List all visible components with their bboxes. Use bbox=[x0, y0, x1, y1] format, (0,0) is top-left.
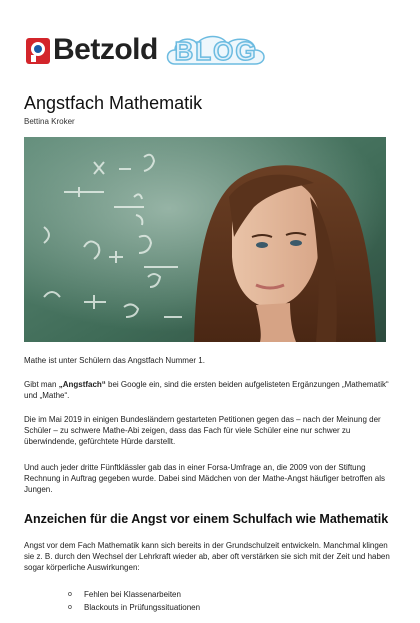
betzold-logo-icon[interactable] bbox=[26, 38, 50, 64]
section-heading: Anzeichen für die Angst vor einem Schulfach wie Mathematik bbox=[24, 512, 389, 526]
hero-image bbox=[24, 137, 386, 342]
student-chalkboard-photo bbox=[24, 137, 386, 342]
list-item-text: Blackouts in Prüfungssituationen bbox=[84, 603, 201, 612]
list-item bbox=[68, 588, 200, 601]
list-item-text: Fehlen bei Klassenarbeiten bbox=[84, 590, 181, 599]
bullet-marker-icon: o bbox=[68, 604, 72, 611]
article-author[interactable]: Bettina Kroker bbox=[24, 117, 75, 126]
paragraph-google-pre: Gibt man bbox=[24, 380, 59, 389]
paragraph-google bbox=[24, 379, 396, 401]
paragraph-intro: Mathe ist unter Schülern das Angstfach Nummer 1. bbox=[24, 356, 205, 365]
paragraph-petition: Die im Mai 2019 in einigen Bundesländern gestarteten Petitionen gegen das – nach der Meinung der Schüler – zu schwere Mathe-Abi zeigen, dass das Fach für viele Schüler eine nur schwer zu überwindende, gefürchtete Hürde darstellt. bbox=[24, 415, 381, 446]
blog-label: BLOG bbox=[174, 35, 258, 66]
blog-badge[interactable] bbox=[163, 30, 269, 72]
article-title: Angstfach Mathematik bbox=[24, 93, 203, 113]
symptom-list bbox=[68, 588, 200, 614]
site-header bbox=[26, 30, 266, 74]
paragraph-signs: Angst vor dem Fach Mathematik kann sich bereits in der Grundschulzeit entwickeln. Manchmal klingen sie z. B. durch den Wechsel der Lehrkraft wieder ab, aber oft verstärken sie sich mit der Zeit und haben sogar körperliche Auswirkungen: bbox=[24, 541, 390, 572]
brand-logo-text[interactable]: Betzold bbox=[53, 33, 158, 66]
list-item bbox=[68, 601, 200, 614]
paragraph-forsa: Und auch jeder dritte Fünftklässler gab das in einer Forsa-Umfrage an, die 2009 von der Stiftung Rechnung in Auftrag gegeben wurde. Dabei sind Mädchen von der Mathe-Angst häufiger betroffen als Jungen. bbox=[24, 463, 385, 494]
bullet-marker-icon: o bbox=[68, 591, 72, 598]
paragraph-google-post: bei Google ein, sind die ersten beiden aufgelisteten Ergänzungen „Mathematik“ und „Mathe“. bbox=[24, 380, 389, 400]
angstfach-term: „Angstfach“ bbox=[58, 380, 106, 389]
